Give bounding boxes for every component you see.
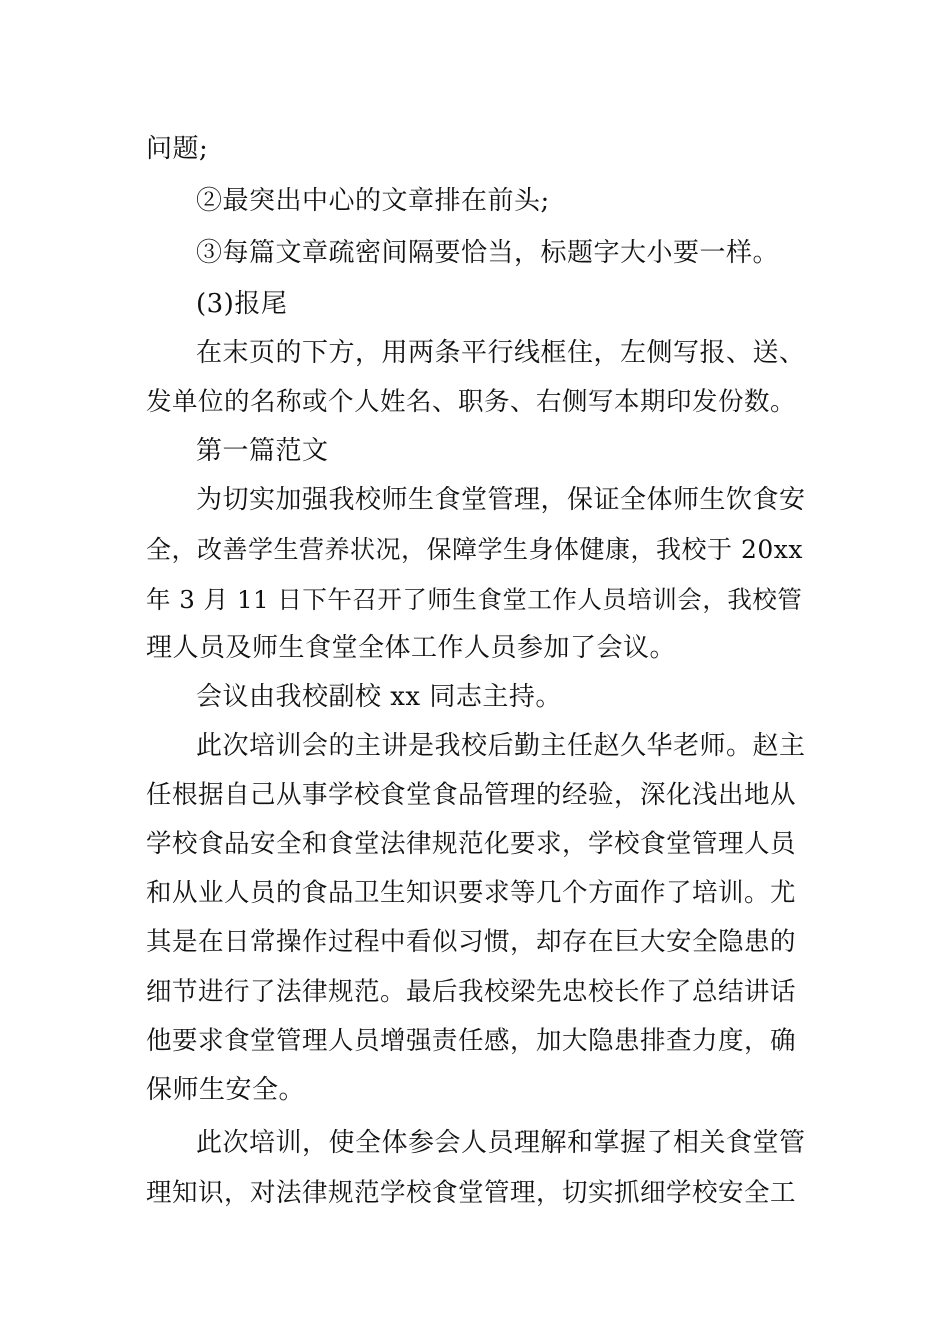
text-line-19: 他要求食堂管理人员增强责任感，加大隐患排查力度，确 — [146, 1026, 797, 1056]
text-line-14: 任根据自己从事学校食堂食品管理的经验，深化浅出地从 — [146, 780, 797, 810]
text-line-7: 第一篇范文 — [196, 436, 329, 466]
text-line-16: 和从业人员的食品卫生知识要求等几个方面作了培训。尤 — [146, 878, 797, 908]
text-line-11: 理人员及师生食堂全体工作人员参加了会议。 — [146, 633, 677, 663]
text-line-2: ②最突出中心的文章排在前头; — [196, 186, 550, 216]
text-line-6: 发单位的名称或个人姓名、职务、右侧写本期印发份数。 — [146, 387, 797, 417]
text-line-12: 会议由我校副校 xx 同志主持。 — [196, 682, 562, 712]
text-line-8: 为切实加强我校师生食堂管理，保证全体师生饮食安 — [196, 485, 806, 515]
text-line-21: 此次培训，使全体参会人员理解和掌握了相关食堂管 — [196, 1128, 806, 1158]
text-line-5: 在末页的下方，用两条平行线框住，左侧写报、送、 — [196, 338, 806, 368]
text-line-18: 细节进行了法律规范。最后我校梁先忠校长作了总结讲话 — [146, 977, 797, 1007]
text-line-3: ③每篇文章疏密间隔要恰当，标题字大小要一样。 — [196, 238, 780, 268]
text-line-15: 学校食品安全和食堂法律规范化要求，学校食堂管理人员 — [146, 829, 797, 859]
text-line-9: 全，改善学生营养状况，保障学生身体健康，我校于 20xx — [146, 535, 803, 564]
text-line-4: (3)报尾 — [196, 289, 288, 319]
text-line-13: 此次培训会的主讲是我校后勤主任赵久华老师。赵主 — [196, 731, 806, 761]
text-line-10: 年 3 月 11 日下午召开了师生食堂工作人员培训会，我校管 — [146, 585, 803, 614]
text-line-17: 其是在日常操作过程中看似习惯，却存在巨大安全隐患的 — [146, 927, 797, 957]
text-line-22: 理知识，对法律规范学校食堂管理，切实抓细学校安全工 — [146, 1178, 797, 1208]
text-line-20: 保师生安全。 — [146, 1075, 306, 1105]
text-line-1: 问题; — [146, 134, 209, 164]
